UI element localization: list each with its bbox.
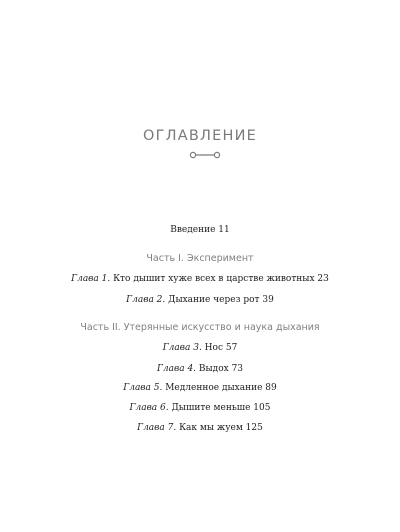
chapter-label: Глава 6.: [129, 403, 169, 413]
chapter-text: Медленное дыхание 89: [162, 383, 277, 393]
toc-part-1[interactable]: Часть I. Эксперимент: [146, 253, 254, 264]
chapter-text: Выдох 73: [196, 364, 244, 374]
toc-chapter-7[interactable]: [0, 423, 400, 433]
chapter-label: Глава 7.: [137, 423, 177, 433]
chapter-text: Нос 57: [201, 343, 238, 353]
toc-chapter-1[interactable]: [0, 274, 400, 284]
toc-chapter-4[interactable]: [0, 364, 400, 374]
toc-title: ОГЛАВЛЕНИЕ: [142, 128, 257, 144]
chapter-label: Глава 3.: [162, 343, 202, 353]
divider-ornament-icon: [189, 150, 221, 160]
chapter-label: Глава 1.: [71, 274, 111, 284]
chapter-text: Дыхание через рот 39: [165, 295, 274, 305]
chapter-label: Глава 5.: [123, 383, 163, 393]
chapter-text: Дышите меньше 105: [168, 403, 271, 413]
toc-chapter-2[interactable]: [0, 295, 400, 305]
chapter-text: Кто дышит хуже всех в царстве животных 23: [110, 274, 329, 284]
toc-part-2[interactable]: Часть II. Утерянные искусство и наука дыхания: [80, 322, 320, 333]
toc-intro[interactable]: Введение 11: [170, 225, 230, 235]
toc-chapter-3[interactable]: [0, 343, 400, 353]
toc-chapter-5[interactable]: [0, 383, 400, 393]
toc-chapter-6[interactable]: [0, 403, 400, 413]
chapter-label: Глава 4.: [156, 364, 197, 374]
chapter-text: Как мы жуем 125: [176, 423, 263, 433]
chapter-label: Глава 2.: [126, 295, 166, 305]
